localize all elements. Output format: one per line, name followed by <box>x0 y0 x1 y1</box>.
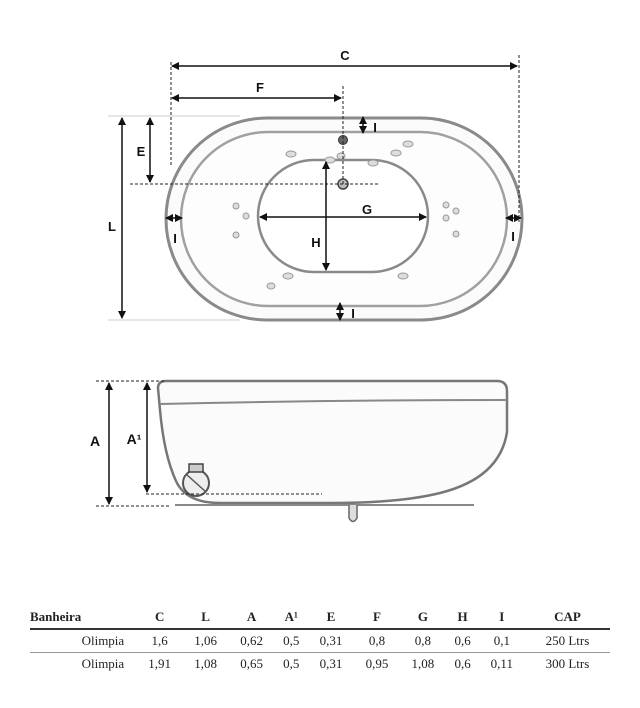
table-cell: Olimpia <box>30 629 137 653</box>
table-cell: 0,31 <box>308 653 354 676</box>
jet <box>233 232 239 238</box>
jet <box>391 150 401 156</box>
jet <box>283 273 293 279</box>
top-view <box>108 48 522 321</box>
table-cell: 250 Ltrs <box>524 629 610 653</box>
table-cell: Olimpia <box>81 656 125 671</box>
dim-label-h: H <box>311 235 321 250</box>
table-cell: 0,1 <box>479 629 524 653</box>
dim-label-f: F <box>256 80 264 95</box>
jet <box>453 231 459 237</box>
table-cell: 0,6 <box>446 629 479 653</box>
table-cell: 1,06 <box>183 629 229 653</box>
jet <box>368 160 378 166</box>
table-cell: 0,95 <box>354 653 400 676</box>
tub-foot <box>349 505 357 522</box>
side-view <box>90 381 507 522</box>
table-cell: 0,8 <box>354 629 400 653</box>
table-cell: 0,5 <box>275 653 308 676</box>
table-cell: 0,11 <box>479 653 524 676</box>
table-row <box>30 653 610 676</box>
table-cell: 0,8 <box>400 629 446 653</box>
table-cell: 300 Ltrs <box>524 653 610 676</box>
dim-label-i-right: I <box>511 229 515 244</box>
table-header: CAP <box>524 607 610 629</box>
jet <box>398 273 408 279</box>
dim-label-g: G <box>361 202 373 217</box>
table-cell: 1,08 <box>183 653 229 676</box>
table-header: I <box>479 607 524 629</box>
jet <box>286 151 296 157</box>
dim-label-c: C <box>340 48 350 63</box>
table-header: C <box>137 607 183 629</box>
table-header: Banheira <box>30 607 137 629</box>
dim-label-e: E <box>136 144 146 159</box>
table-cell: 0,62 <box>229 629 275 653</box>
table-cell: 0,6 <box>446 653 479 676</box>
dim-label-l: L <box>108 219 116 234</box>
table-header: L <box>183 607 229 629</box>
drain-cap <box>189 464 203 472</box>
table-cell: 0,5 <box>275 629 308 653</box>
jet <box>453 208 459 214</box>
dim-label-i-top: I <box>373 120 377 135</box>
dim-label-a1: A¹ <box>126 431 142 447</box>
jet <box>443 202 449 208</box>
table-cell: 1,91 <box>137 653 183 676</box>
jet <box>443 215 449 221</box>
table-row <box>30 629 610 653</box>
jet <box>403 141 413 147</box>
jet <box>267 283 275 289</box>
dim-label-i-bottom: I <box>351 306 355 321</box>
table-header: F <box>354 607 400 629</box>
table-header: E <box>308 607 354 629</box>
table-header: H <box>446 607 479 629</box>
table-cell: 1,6 <box>137 629 183 653</box>
jet <box>337 153 345 159</box>
table-header: A <box>229 607 275 629</box>
dim-label-i-left: I <box>173 231 177 246</box>
table-cell: 0,31 <box>308 629 354 653</box>
table-cell: 0,65 <box>229 653 275 676</box>
table-cell: 1,08 <box>400 653 446 676</box>
jet <box>233 203 239 209</box>
table-header: G <box>400 607 446 629</box>
dimensions-table <box>30 607 610 675</box>
dim-label-a: A <box>89 433 101 449</box>
table-header-row <box>30 607 610 629</box>
jet <box>243 213 249 219</box>
table-header: A¹ <box>275 607 308 629</box>
